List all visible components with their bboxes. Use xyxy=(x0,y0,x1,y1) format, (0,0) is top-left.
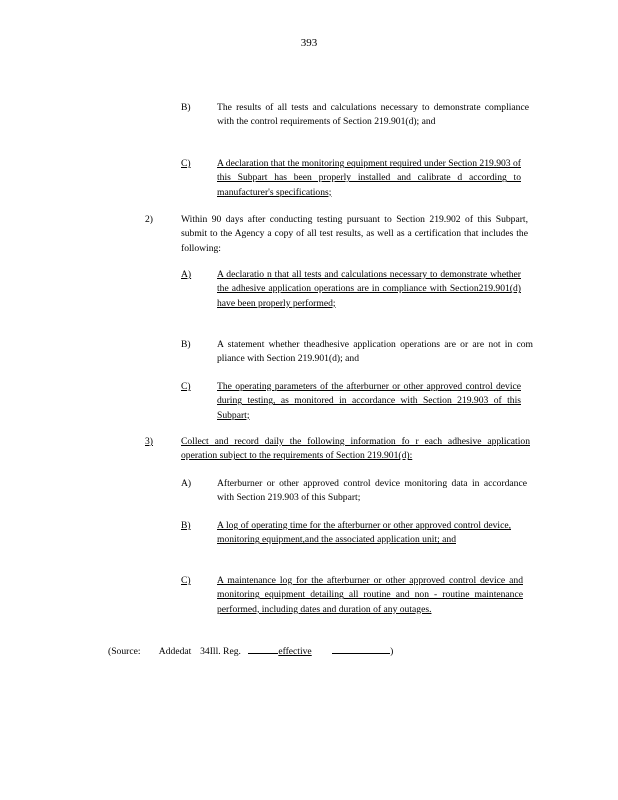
item-text: A statement whether theadhesive application operations are or are not in com pliance with Section 219.901(d); and xyxy=(217,339,533,365)
item-text: Afterburner or other approved control device monitoring data in accordance with Section 219.903 of this Subpart; xyxy=(217,478,527,504)
item-text: A log of operating time for the afterburner or other approved control device, monitoring equipment,and the associated application unit; and xyxy=(217,520,511,546)
item-label: A) xyxy=(181,269,192,280)
register-page-blank xyxy=(248,644,278,654)
item-label: C) xyxy=(181,575,191,586)
item-text: Within 90 days after conducting testing pursuant to Section 219.902 of this Subpart, submit to the Agency a copy of all test results, as well as a certification that includes the following: xyxy=(181,214,528,254)
source-effective: effective xyxy=(278,646,312,657)
page-number: 393 xyxy=(300,37,318,49)
source-register: 34Ill. Reg. xyxy=(200,646,241,657)
item-text: A declaration that the monitoring equipment required under Section 219.903 of this Subpart has been properly installed and calibrate d according to manufacturer's specifications; xyxy=(217,158,521,198)
item-label: B) xyxy=(181,102,191,113)
item-text: The results of all tests and calculations necessary to demonstrate compliance with the control requirements of Section 219.901(d); and xyxy=(217,102,529,128)
item-label: C) xyxy=(181,158,191,169)
item-text: A declaratio n that all tests and calculations necessary to demonstrate whether the adhesive application operations are in compliance with Section219.901(d) have been properly performed; xyxy=(217,269,521,309)
source-open: (Source: xyxy=(108,646,141,657)
source-close: ) xyxy=(390,646,394,657)
item-text: Collect and record daily the following information fo r each adhesive application operation subject to the requirements of Section 219.901(d): xyxy=(181,436,530,462)
item-label: B) xyxy=(181,339,191,350)
source-added: Addedat xyxy=(158,646,192,657)
item-label: A) xyxy=(181,478,192,489)
item-text: The operating parameters of the afterburner or other approved control device during testing, as monitored in accordance with Section 219.903 of this Subpart; xyxy=(217,381,521,421)
effective-date-blank xyxy=(332,644,390,654)
item-label: C) xyxy=(181,381,191,392)
item-label: B) xyxy=(181,520,191,531)
item-label: 2) xyxy=(145,214,153,225)
item-label: 3) xyxy=(145,436,153,447)
source-note xyxy=(108,644,393,659)
item-text: A maintenance log for the afterburner or other approved control device and monitoring equipment detailing all routine and non - routine maintenance performed, including dates and duration of any outages. xyxy=(217,575,523,615)
